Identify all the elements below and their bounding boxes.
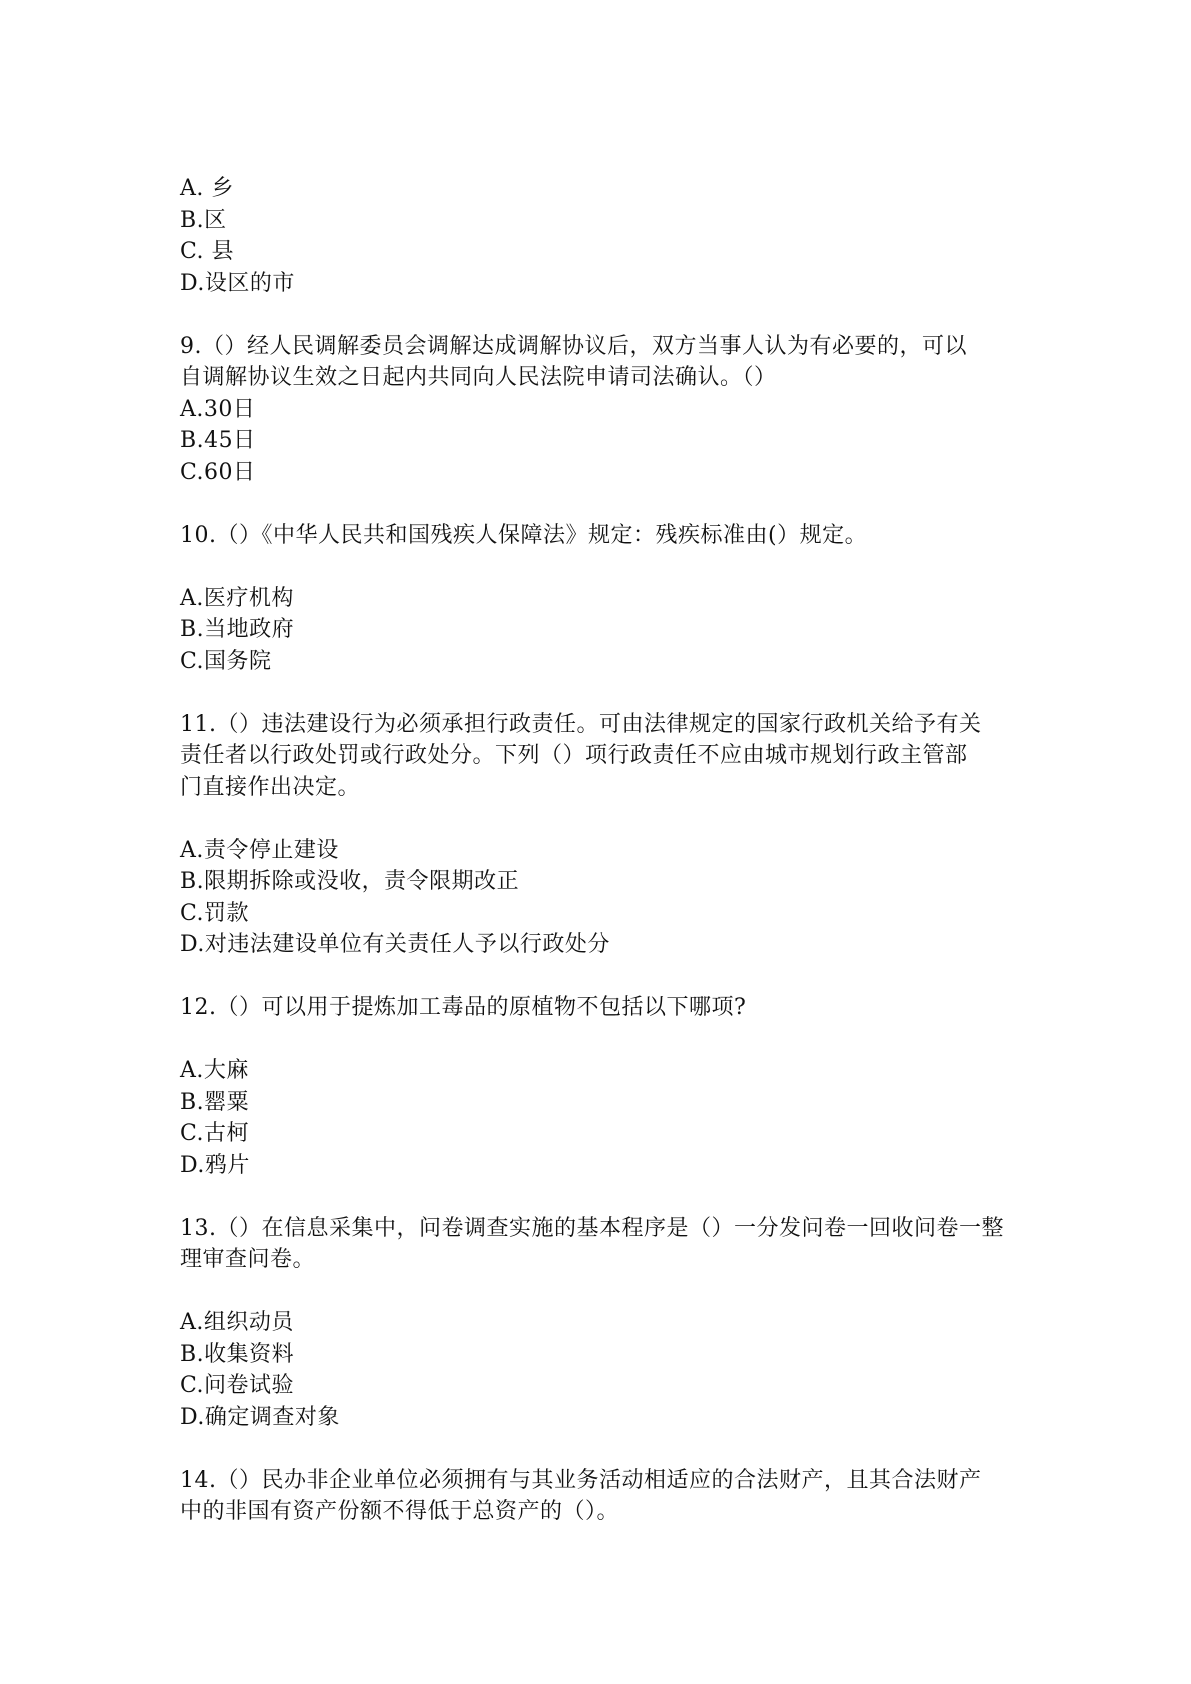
spacer [180,803,1020,835]
spacer [180,488,1020,520]
question-text-line: 门直接作出决定。 [180,774,361,800]
question-11 [180,709,1020,961]
option-line: A.大麻 [180,1058,249,1083]
previous-question-options [180,173,1020,299]
question-text-line: 10.（）《中华人民共和国残疾人保障法》规定：残疾标准由(）规定。 [180,522,868,548]
option-line: B.区 [180,207,227,233]
option-line: C. 县 [180,239,235,264]
option-line: C.古柯 [180,1121,250,1146]
question-9 [180,331,1020,489]
option-line: C.问卷试验 [180,1373,295,1398]
spacer [180,1433,1020,1465]
spacer [180,1276,1020,1308]
question-13 [180,1213,1020,1434]
option-line: A.医疗机构 [180,585,294,611]
question-10 [180,520,1020,678]
option-line: D.设区的市 [180,270,295,296]
question-text-line: 责任者以行政处罚或行政处分。下列（）项行政责任不应由城市规划行政主管部 [180,743,968,768]
spacer [180,677,1020,709]
question-text-line: 自调解协议生效之日起内共同向人民法院申请司法确认。（） [180,365,777,390]
option-line: B.45日 [180,428,256,453]
option-line: D.确定调查对象 [180,1404,340,1430]
option-line: B.罂粟 [180,1089,250,1115]
option-line: C.60日 [180,459,256,485]
option-line: A.责令停止建设 [180,837,339,863]
spacer [180,961,1020,993]
question-text-line: 11.（）违法建设行为必须承担行政责任。可由法律规定的国家行政机关给予有关 [180,711,982,737]
option-line: B.当地政府 [180,617,295,642]
spacer [180,1181,1020,1213]
question-text-line: 9.（）经人民调解委员会调解达成调解协议后，双方当事人认为有必要的，可以 [180,333,967,359]
spacer [180,1024,1020,1056]
question-12 [180,992,1020,1181]
option-line: A. 乡 [180,176,234,201]
option-line: A.组织动员 [180,1310,294,1335]
option-line: B.限期拆除或没收，责令限期改正 [180,869,520,894]
option-line: C.罚款 [180,900,250,926]
option-line: A.30日 [180,396,256,422]
option-line: D.鸦片 [180,1152,250,1178]
option-line: C.国务院 [180,648,272,674]
question-14 [180,1465,1020,1528]
option-line: D.对违法建设单位有关责任人予以行政处分 [180,932,610,957]
question-text-line: 14.（）民办非企业单位必须拥有与其业务活动相适应的合法财产，且其合法财产 [180,1467,982,1493]
page-content [180,173,1020,1528]
question-text-line: 12.（）可以用于提炼加工毒品的原植物不包括以下哪项? [180,995,747,1020]
option-line: B.收集资料 [180,1341,295,1367]
spacer [180,551,1020,583]
question-text-line: 13.（）在信息采集中，问卷调查实施的基本程序是（）一分发问卷一回收问卷一整 [180,1215,1004,1241]
spacer [180,299,1020,331]
question-text-line: 理审查问卷。 [180,1247,316,1272]
question-text-line: 中的非国有资产份额不得低于总资产的（）。 [180,1499,620,1524]
